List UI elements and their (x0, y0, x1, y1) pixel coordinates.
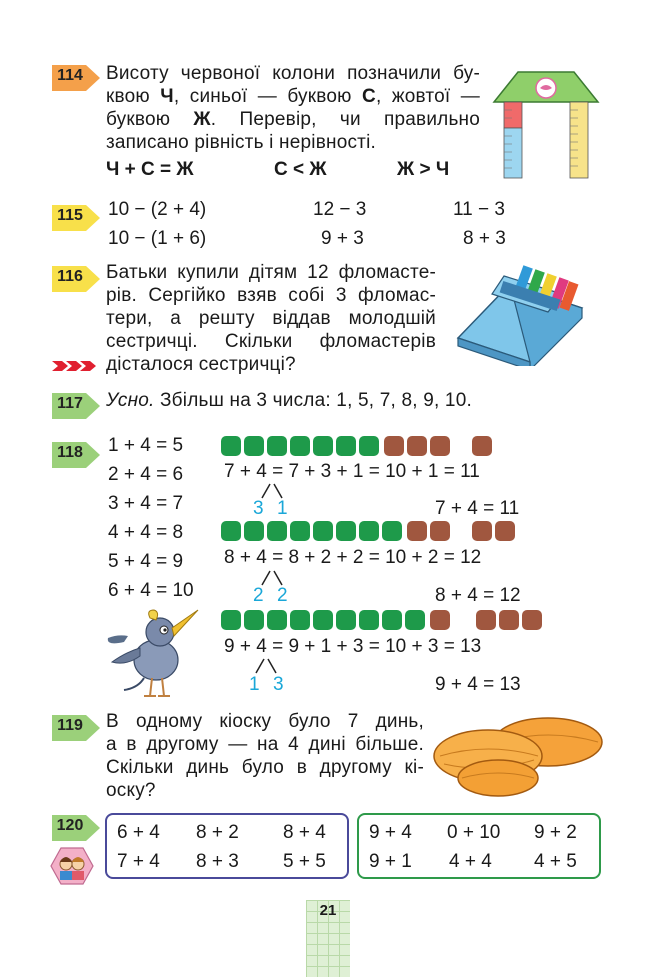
bead (290, 610, 310, 630)
bead (336, 610, 356, 630)
split-digit: 1 (249, 674, 260, 695)
formula-inequality-2: Ж > Ч (397, 159, 450, 180)
equation: 4 + 4 = 8 (108, 522, 184, 543)
bead (472, 521, 492, 541)
bead (290, 436, 310, 456)
formula-equality: Ч + С = Ж (106, 159, 194, 180)
task-119-line-3: Скільки динь було в другому кі- (106, 757, 424, 778)
formula-inequality-1: С < Ж (274, 159, 327, 180)
split-lines (252, 657, 280, 675)
equation: 1 + 4 = 5 (108, 435, 184, 456)
bead (267, 436, 287, 456)
expression: 0 + 10 (447, 822, 501, 843)
expression: 8 + 2 (196, 822, 239, 843)
bead (382, 521, 402, 541)
task-number: 117 (57, 395, 83, 412)
bead (221, 436, 241, 456)
equation: 6 + 4 = 10 (108, 580, 194, 601)
bead (495, 521, 515, 541)
bead (244, 521, 264, 541)
melons-illustration (430, 712, 606, 800)
bead (430, 610, 450, 630)
page-number: 21 (319, 902, 337, 919)
bead (384, 436, 404, 456)
decomposition-equation: 8 + 4 = 8 + 2 + 2 = 10 + 2 = 12 (224, 547, 482, 568)
bead (359, 610, 379, 630)
expression: 8 + 3 (196, 851, 239, 872)
expression: 8 + 4 (283, 822, 326, 843)
task-119-line-1: В одному кіоску було 7 динь, (106, 711, 424, 732)
expression: 10 − (2 + 4) (108, 199, 207, 220)
task-number-badge (50, 813, 102, 841)
bead (290, 521, 310, 541)
task-number-badge (50, 63, 102, 91)
task-116-line-5: дісталося сестричці? (106, 354, 296, 375)
bead (221, 610, 241, 630)
bead (430, 521, 450, 541)
task-116-line-1: Батьки купили дітям 12 фломасте- (106, 262, 436, 283)
expression: 9 + 3 (321, 228, 364, 249)
bead (407, 521, 427, 541)
task-number: 114 (57, 67, 83, 84)
task-number: 119 (57, 717, 83, 734)
result-equation: 9 + 4 = 13 (435, 674, 521, 695)
task-number-badge (50, 713, 102, 741)
bead (499, 610, 519, 630)
task-114-line-4: записано рівність і нерівності. (106, 132, 376, 153)
expression: 7 + 4 (117, 851, 160, 872)
bead (244, 610, 264, 630)
task-119-line-4: оску? (106, 780, 156, 801)
bead (336, 521, 356, 541)
expression: 9 + 2 (534, 822, 577, 843)
expression: 9 + 4 (369, 822, 412, 843)
task-number: 120 (56, 817, 84, 834)
expression: 5 + 5 (283, 851, 326, 872)
bead (336, 436, 356, 456)
marker-case-illustration (450, 262, 590, 366)
bead (221, 521, 241, 541)
expression: 4 + 4 (449, 851, 492, 872)
task-114-line-2: квою Ч, синьої — буквою С, жовтої — (106, 86, 480, 107)
pair-work-icon (50, 846, 94, 886)
bead (313, 521, 333, 541)
expression: 8 + 3 (463, 228, 506, 249)
result-equation: 8 + 4 = 12 (435, 585, 521, 606)
split-digit: 2 (253, 585, 264, 606)
expression: 9 + 1 (369, 851, 412, 872)
equation: 3 + 4 = 7 (108, 493, 184, 514)
bead (313, 610, 333, 630)
bead (244, 436, 264, 456)
task-117-text: Усно. Збільш на 3 числа: 1, 5, 7, 8, 9, 10. (106, 390, 472, 411)
bird-illustration (104, 608, 200, 700)
split-digit: 1 (277, 498, 288, 519)
task-number-badge (50, 440, 102, 468)
difficulty-arrow-icon (52, 359, 100, 373)
task-number-badge (50, 391, 102, 419)
task-number-badge (50, 203, 102, 231)
task-114-line-1: Висоту червоної колони позначили бу- (106, 63, 480, 84)
bead (407, 436, 427, 456)
task-116-line-4: сестричці. Скільки фломастерів (106, 331, 436, 352)
split-digit: 3 (253, 498, 264, 519)
bead (476, 610, 496, 630)
bead (430, 436, 450, 456)
decomposition-equation: 9 + 4 = 9 + 1 + 3 = 10 + 3 = 13 (224, 636, 482, 657)
task-119-line-2: а в другому — на 4 дині більше. (106, 734, 424, 755)
bead (522, 610, 542, 630)
equation: 2 + 4 = 6 (108, 464, 184, 485)
bead (359, 521, 379, 541)
split-digit: 3 (273, 674, 284, 695)
expression: 10 − (1 + 6) (108, 228, 207, 249)
bead (267, 521, 287, 541)
bead (472, 436, 492, 456)
task-number: 118 (57, 444, 83, 461)
task-number: 116 (57, 268, 83, 285)
bead (382, 610, 402, 630)
expression: 11 − 3 (453, 199, 505, 220)
task-116-line-3: тери, а решту віддав молодшій (106, 308, 436, 329)
task-number-badge (50, 264, 102, 292)
columns-illustration (490, 70, 602, 182)
task-114-line-3: буквою Ж. Перевір, чи правильно (106, 109, 481, 130)
task-number: 115 (57, 207, 83, 224)
task-116-line-2: рів. Сергійко взяв собі 3 фломас- (106, 285, 436, 306)
expression: 12 − 3 (313, 199, 367, 220)
bead (405, 610, 425, 630)
split-digit: 2 (277, 585, 288, 606)
expression: 6 + 4 (117, 822, 160, 843)
decomposition-equation: 7 + 4 = 7 + 3 + 1 = 10 + 1 = 11 (224, 461, 480, 482)
bead (313, 436, 333, 456)
bead (267, 610, 287, 630)
result-equation: 7 + 4 = 11 (435, 498, 520, 519)
bead (359, 436, 379, 456)
expression: 4 + 5 (534, 851, 577, 872)
equation: 5 + 4 = 9 (108, 551, 184, 572)
